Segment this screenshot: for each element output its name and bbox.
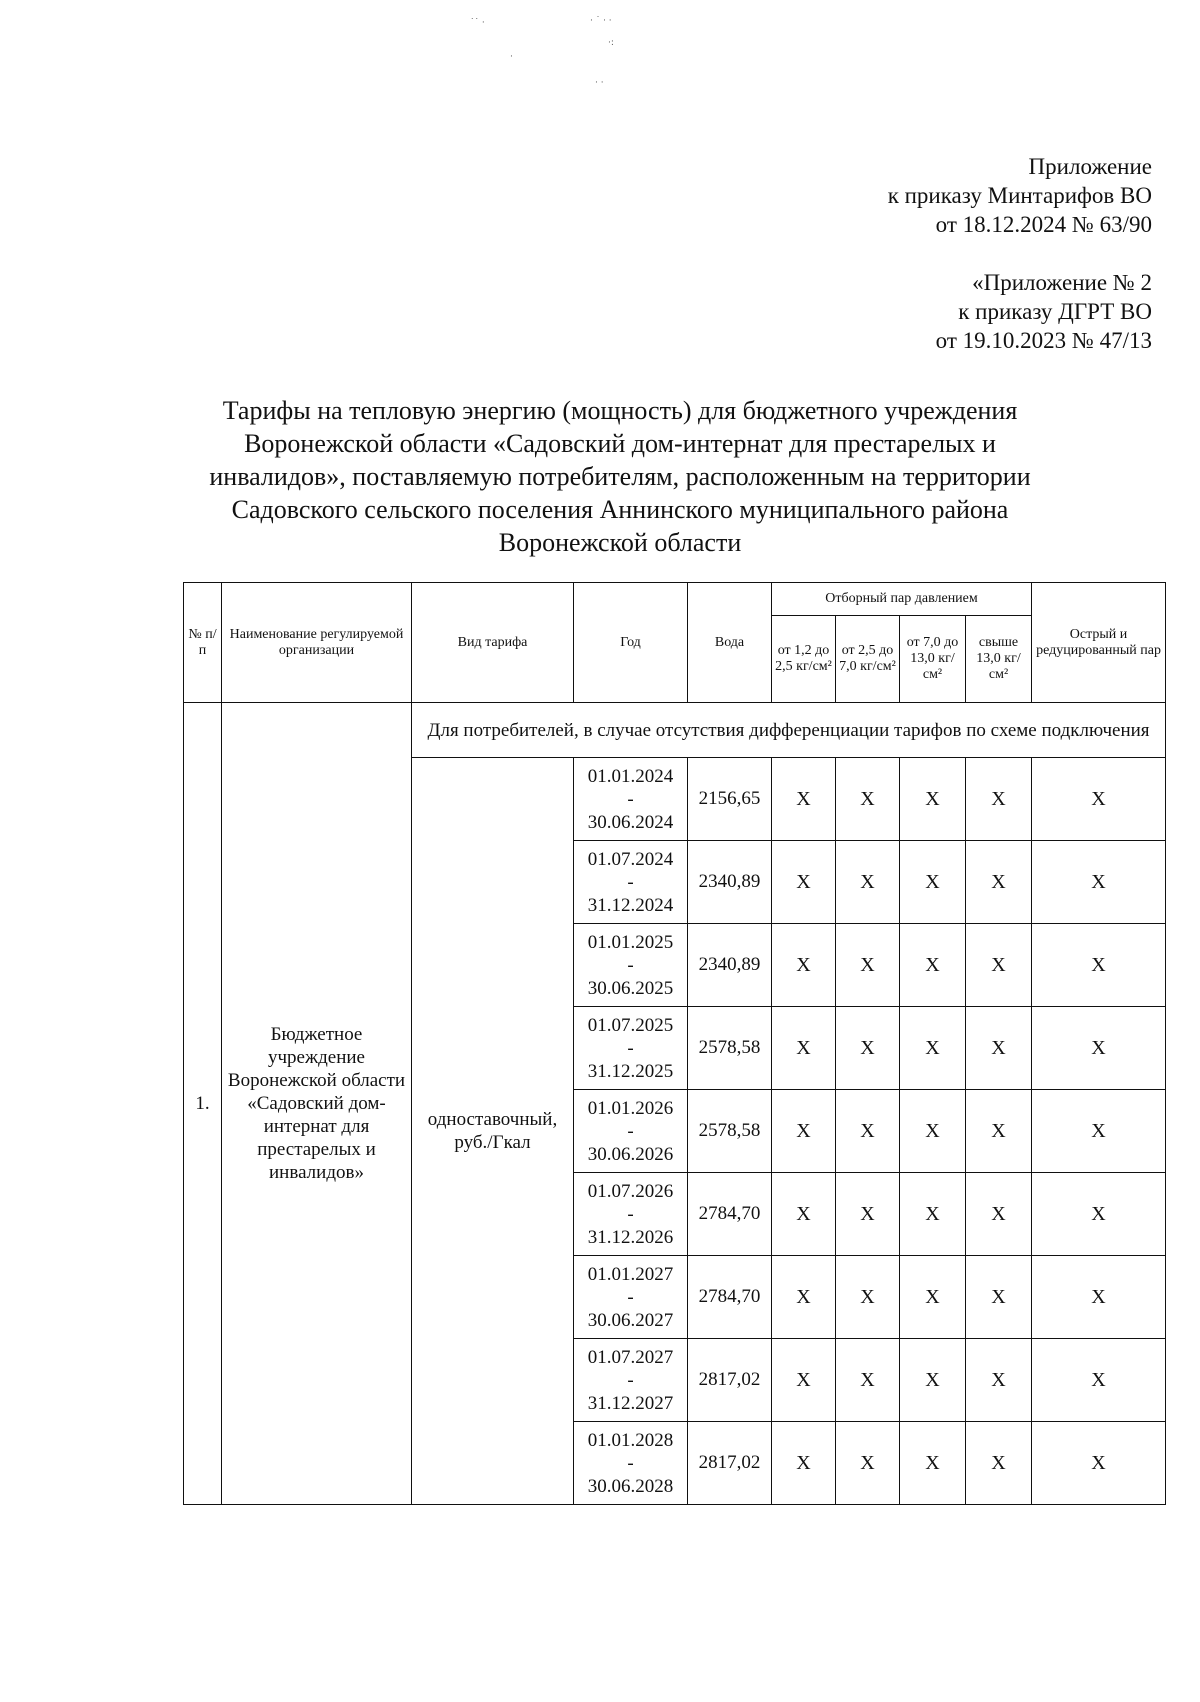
header-sharp-steam: Острый и редуцированный пар [1032, 583, 1166, 703]
period-dash: - [627, 1203, 634, 1225]
not-applicable-mark: X [772, 1173, 836, 1256]
period-cell [574, 924, 688, 1007]
header-steam-group: Отборный пар давлением [772, 583, 1032, 616]
period-start: 01.01.2025 [587, 931, 674, 953]
appendix-line-2: к приказу Минтарифов ВО [887, 183, 1152, 208]
not-applicable-mark: X [772, 1007, 836, 1090]
not-applicable-mark: X [900, 1090, 966, 1173]
period-end: 30.06.2024 [587, 811, 674, 833]
not-applicable-mark: X [772, 1422, 836, 1505]
not-applicable-mark: X [772, 924, 836, 1007]
tariff-type: одноставочный, руб./Гкал [412, 758, 574, 1505]
header-year: Год [574, 583, 688, 703]
header-steam-1: от 1,2 до 2,5 кг/см² [772, 616, 836, 703]
header-num: № п/п [184, 583, 222, 703]
not-applicable-mark: X [836, 924, 900, 1007]
not-applicable-mark: X [772, 1090, 836, 1173]
water-tariff: 2578,58 [688, 1007, 772, 1090]
period-dash: - [627, 871, 634, 893]
not-applicable-mark: X [836, 1173, 900, 1256]
period-start: 01.07.2024 [587, 848, 674, 870]
not-applicable-mark: X [1032, 1090, 1166, 1173]
not-applicable-mark: X [966, 924, 1032, 1007]
not-applicable-mark: X [1032, 1007, 1166, 1090]
header-org: Наименование регулируемой организации [222, 583, 412, 703]
period-cell [574, 1007, 688, 1090]
header-steam-4: свыше 13,0 кг/см² [966, 616, 1032, 703]
section-label: Для потребителей, в случае отсутствия дифференциации тарифов по схеме подключения [412, 703, 1166, 758]
document-title [200, 394, 1040, 559]
period-dash: - [627, 1286, 634, 1308]
not-applicable-mark: X [836, 758, 900, 841]
not-applicable-mark: X [966, 1090, 1032, 1173]
period-cell [574, 841, 688, 924]
period-end: 31.12.2024 [587, 894, 674, 916]
period-end: 30.06.2028 [587, 1475, 674, 1497]
appendix-2-reference [936, 268, 1152, 355]
not-applicable-mark: X [1032, 758, 1166, 841]
not-applicable-mark: X [1032, 1422, 1166, 1505]
period-start: 01.01.2027 [587, 1263, 674, 1285]
appendix-line-1: Приложение [1028, 154, 1152, 179]
tariff-table [183, 582, 1166, 1505]
not-applicable-mark: X [900, 1173, 966, 1256]
not-applicable-mark: X [1032, 1339, 1166, 1422]
not-applicable-mark: X [966, 1339, 1032, 1422]
appendix2-line-2: к приказу ДГРТ ВО [958, 299, 1152, 324]
not-applicable-mark: X [900, 1422, 966, 1505]
not-applicable-mark: X [900, 1256, 966, 1339]
period-end: 31.12.2025 [587, 1060, 674, 1082]
tariff-table-body [184, 703, 1166, 1505]
not-applicable-mark: X [966, 758, 1032, 841]
period-dash: - [627, 1120, 634, 1142]
period-start: 01.07.2025 [587, 1014, 674, 1036]
not-applicable-mark: X [900, 841, 966, 924]
period-dash: - [627, 1037, 634, 1059]
title-line-3: инвалидов», поставляемую потребителям, расположенным на территории [209, 462, 1031, 491]
not-applicable-mark: X [836, 1007, 900, 1090]
period-dash: - [627, 788, 634, 810]
water-tariff: 2340,89 [688, 841, 772, 924]
not-applicable-mark: X [900, 1339, 966, 1422]
not-applicable-mark: X [836, 1422, 900, 1505]
not-applicable-mark: X [836, 1090, 900, 1173]
not-applicable-mark: X [966, 1256, 1032, 1339]
not-applicable-mark: X [1032, 924, 1166, 1007]
not-applicable-mark: X [772, 1339, 836, 1422]
row-number: 1. [184, 703, 222, 1505]
not-applicable-mark: X [772, 758, 836, 841]
period-dash: - [627, 1369, 634, 1391]
not-applicable-mark: X [966, 1422, 1032, 1505]
not-applicable-mark: X [772, 1256, 836, 1339]
not-applicable-mark: X [836, 841, 900, 924]
header-tariff-type: Вид тарифа [412, 583, 574, 703]
water-tariff: 2817,02 [688, 1339, 772, 1422]
header-steam-2: от 2,5 до 7,0 кг/см² [836, 616, 900, 703]
period-end: 30.06.2025 [587, 977, 674, 999]
not-applicable-mark: X [900, 758, 966, 841]
period-cell [574, 1173, 688, 1256]
appendix2-line-1: «Приложение № 2 [972, 270, 1152, 295]
not-applicable-mark: X [900, 1007, 966, 1090]
header-steam-3: от 7,0 до 13,0 кг/см² [900, 616, 966, 703]
period-end: 30.06.2026 [587, 1143, 674, 1165]
not-applicable-mark: X [966, 1007, 1032, 1090]
period-dash: - [627, 1452, 634, 1474]
period-end: 31.12.2026 [587, 1226, 674, 1248]
not-applicable-mark: X [1032, 1173, 1166, 1256]
period-end: 31.12.2027 [587, 1392, 674, 1414]
period-end: 30.06.2027 [587, 1309, 674, 1331]
period-cell [574, 1256, 688, 1339]
period-cell [574, 1339, 688, 1422]
not-applicable-mark: X [966, 841, 1032, 924]
period-dash: - [627, 954, 634, 976]
water-tariff: 2156,65 [688, 758, 772, 841]
appendix2-line-3: от 19.10.2023 № 47/13 [935, 328, 1152, 353]
period-start: 01.01.2028 [587, 1429, 674, 1451]
period-start: 01.01.2026 [587, 1097, 674, 1119]
water-tariff: 2784,70 [688, 1256, 772, 1339]
water-tariff: 2817,02 [688, 1422, 772, 1505]
not-applicable-mark: X [1032, 841, 1166, 924]
not-applicable-mark: X [772, 841, 836, 924]
appendix-line-3: от 18.12.2024 № 63/90 [935, 212, 1152, 237]
not-applicable-mark: X [1032, 1256, 1166, 1339]
period-cell [574, 1090, 688, 1173]
header-water: Вода [688, 583, 772, 703]
period-cell [574, 1422, 688, 1505]
period-cell [574, 758, 688, 841]
title-line-1: Тарифы на тепловую энергию (мощность) для бюджетного учреждения [222, 396, 1018, 425]
period-start: 01.01.2024 [587, 765, 674, 787]
period-start: 01.07.2027 [587, 1346, 674, 1368]
water-tariff: 2784,70 [688, 1173, 772, 1256]
appendix-reference [888, 152, 1152, 239]
title-line-5: Воронежской области [498, 528, 742, 557]
not-applicable-mark: X [836, 1339, 900, 1422]
period-start: 01.07.2026 [587, 1180, 674, 1202]
not-applicable-mark: X [900, 924, 966, 1007]
scan-specks: ˙˙ · · ˙ · · ·: · · · [470, 16, 614, 88]
title-line-2: Воронежской области «Садовский дом-интернат для престарелых и [244, 429, 996, 458]
water-tariff: 2578,58 [688, 1090, 772, 1173]
water-tariff: 2340,89 [688, 924, 772, 1007]
not-applicable-mark: X [966, 1173, 1032, 1256]
not-applicable-mark: X [836, 1256, 900, 1339]
title-line-4: Садовского сельского поселения Аннинского муниципального района [231, 495, 1009, 524]
org-name: Бюджетное учреждение Воронежской области «Садовский дом-интернат для престарелых и инвалидов» [222, 703, 412, 1505]
